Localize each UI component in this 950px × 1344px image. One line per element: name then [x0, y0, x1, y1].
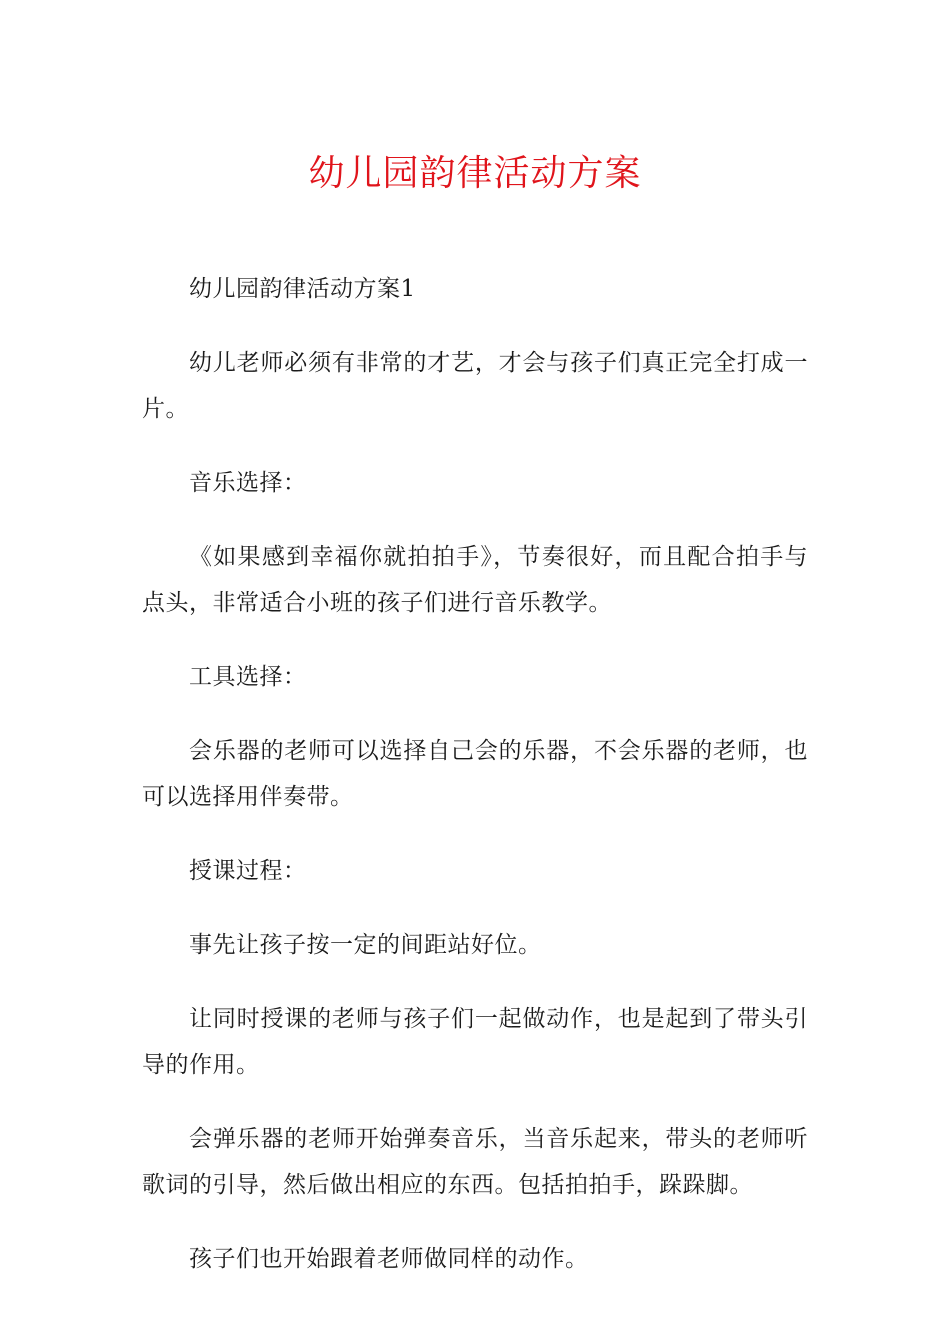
- section-label-process: 授课过程：: [189, 858, 307, 884]
- paragraph: 事先让孩子按一定的间距站好位。: [189, 932, 542, 958]
- document-body: [142, 266, 808, 1310]
- paragraph: 幼儿老师必须有非常的才艺，才会与孩子们真正完全打成一片。: [142, 350, 808, 422]
- paragraph: 会乐器的老师可以选择自己会的乐器，不会乐器的老师，也可以选择用伴奏带。: [142, 738, 808, 810]
- paragraph: 《如果感到幸福你就拍拍手》，节奏很好，而且配合拍手与点头，非常适合小班的孩子们进行音乐教学。: [142, 544, 808, 616]
- paragraph: 会弹乐器的老师开始弹奏音乐，当音乐起来，带头的老师听歌词的引导，然后做出相应的东西。包括拍拍手，跺跺脚。: [142, 1126, 808, 1198]
- section-heading: 幼儿园韵律活动方案1: [189, 276, 416, 302]
- section-label-tools: 工具选择：: [189, 664, 307, 690]
- section-label-music: 音乐选择：: [189, 470, 307, 496]
- document-title: 幼儿园韵律活动方案: [308, 153, 642, 194]
- paragraph: 孩子们也开始跟着老师做同样的动作。: [189, 1246, 589, 1272]
- paragraph: 让同时授课的老师与孩子们一起做动作，也是起到了带头引导的作用。: [142, 1006, 808, 1078]
